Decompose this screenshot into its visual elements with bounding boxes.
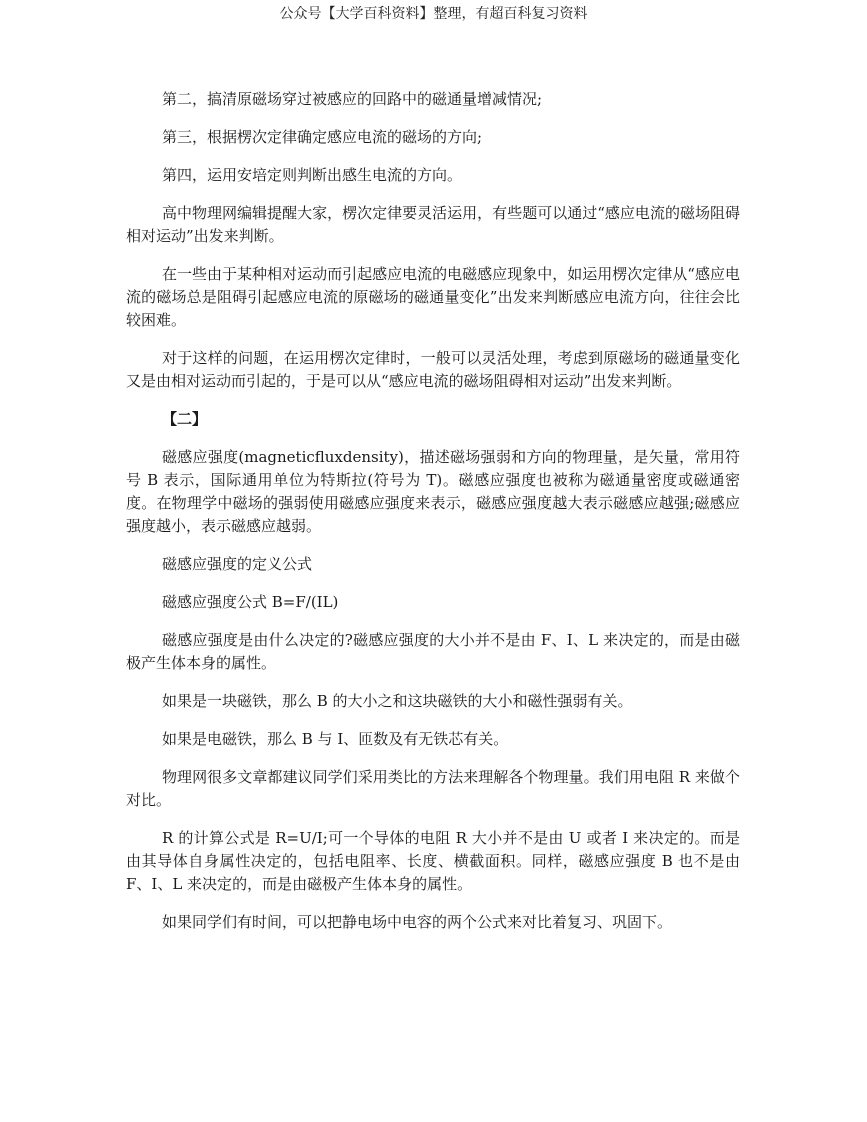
paragraph-review-suggestion: 如果同学们有时间，可以把静电场中电容的两个公式来对比着复习、巩固下。	[162, 913, 673, 931]
paragraph-formula: 磁感应强度公式 B=F/(IL)	[162, 593, 339, 611]
document-body	[126, 88, 740, 949]
section-heading: 【二】	[162, 410, 208, 428]
paragraph-editor-tip: 高中物理网编辑提醒大家，楞次定律要灵活运用，有些题可以通过“感应电流的磁场阻碍相对运动”出发来判断。	[126, 204, 740, 245]
paragraph-formula-title: 磁感应强度的定义公式	[162, 555, 313, 573]
paragraph-step-2: 第二，搞清原磁场穿过被感应的回路中的磁通量增减情况;	[162, 90, 543, 108]
paragraph-determining-factors: 磁感应强度是由什么决定的?磁感应强度的大小并不是由 F、I、L 来决定的，而是由磁极产生体本身的属性。	[126, 631, 740, 672]
page-header: 公众号【大学百科资料】整理，有超百科复习资料	[279, 6, 588, 22]
paragraph-resistance-comparison: R 的计算公式是 R=U/I;可一个导体的电阻 R 大小并不是由 U 或者 I 来决定的。而是由其导体自身属性决定的，包括电阻率、长度、横截面积。同样，磁感应强度 B 也不是由 F、I、L 来决定的，而是由磁极产生体本身的属性。	[126, 829, 740, 893]
paragraph-step-3: 第三，根据楞次定律确定感应电流的磁场的方向;	[162, 128, 483, 146]
paragraph-permanent-magnet: 如果是一块磁铁，那么 B 的大小之和这块磁铁的大小和磁性强弱有关。	[162, 692, 633, 710]
paragraph-flexible-approach: 对于这样的问题，在运用楞次定律时，一般可以灵活处理，考虑到原磁场的磁通量变化又是由相对运动而引起的，于是可以从“感应电流的磁场阻碍相对运动”出发来判断。	[126, 349, 740, 390]
paragraph-flux-density-definition: 磁感应强度(magneticfluxdensity)，描述磁场强弱和方向的物理量，是矢量，常用符号 B 表示，国际通用单位为特斯拉(符号为 T)。磁感应强度也被称为磁通量密度或磁通密度。在物理学中磁场的强弱使用磁感应强度来表示，磁感应强度越大表示磁感应越强;磁感应强度越小，表示磁感应越弱。	[126, 448, 740, 535]
paragraph-step-4: 第四，运用安培定则判断出感生电流的方向。	[162, 166, 463, 184]
paragraph-analogy: 物理网很多文章都建议同学们采用类比的方法来理解各个物理量。我们用电阻 R 来做个对比。	[126, 768, 740, 809]
paragraph-electromagnet: 如果是电磁铁，那么 B 与 I、匝数及有无铁芯有关。	[162, 730, 509, 748]
paragraph-relative-motion: 在一些由于某种相对运动而引起感应电流的电磁感应现象中，如运用楞次定律从“感应电流的磁场总是阻碍引起感应电流的原磁场的磁通量变化”出发来判断感应电流方向，往往会比较困难。	[126, 265, 740, 329]
